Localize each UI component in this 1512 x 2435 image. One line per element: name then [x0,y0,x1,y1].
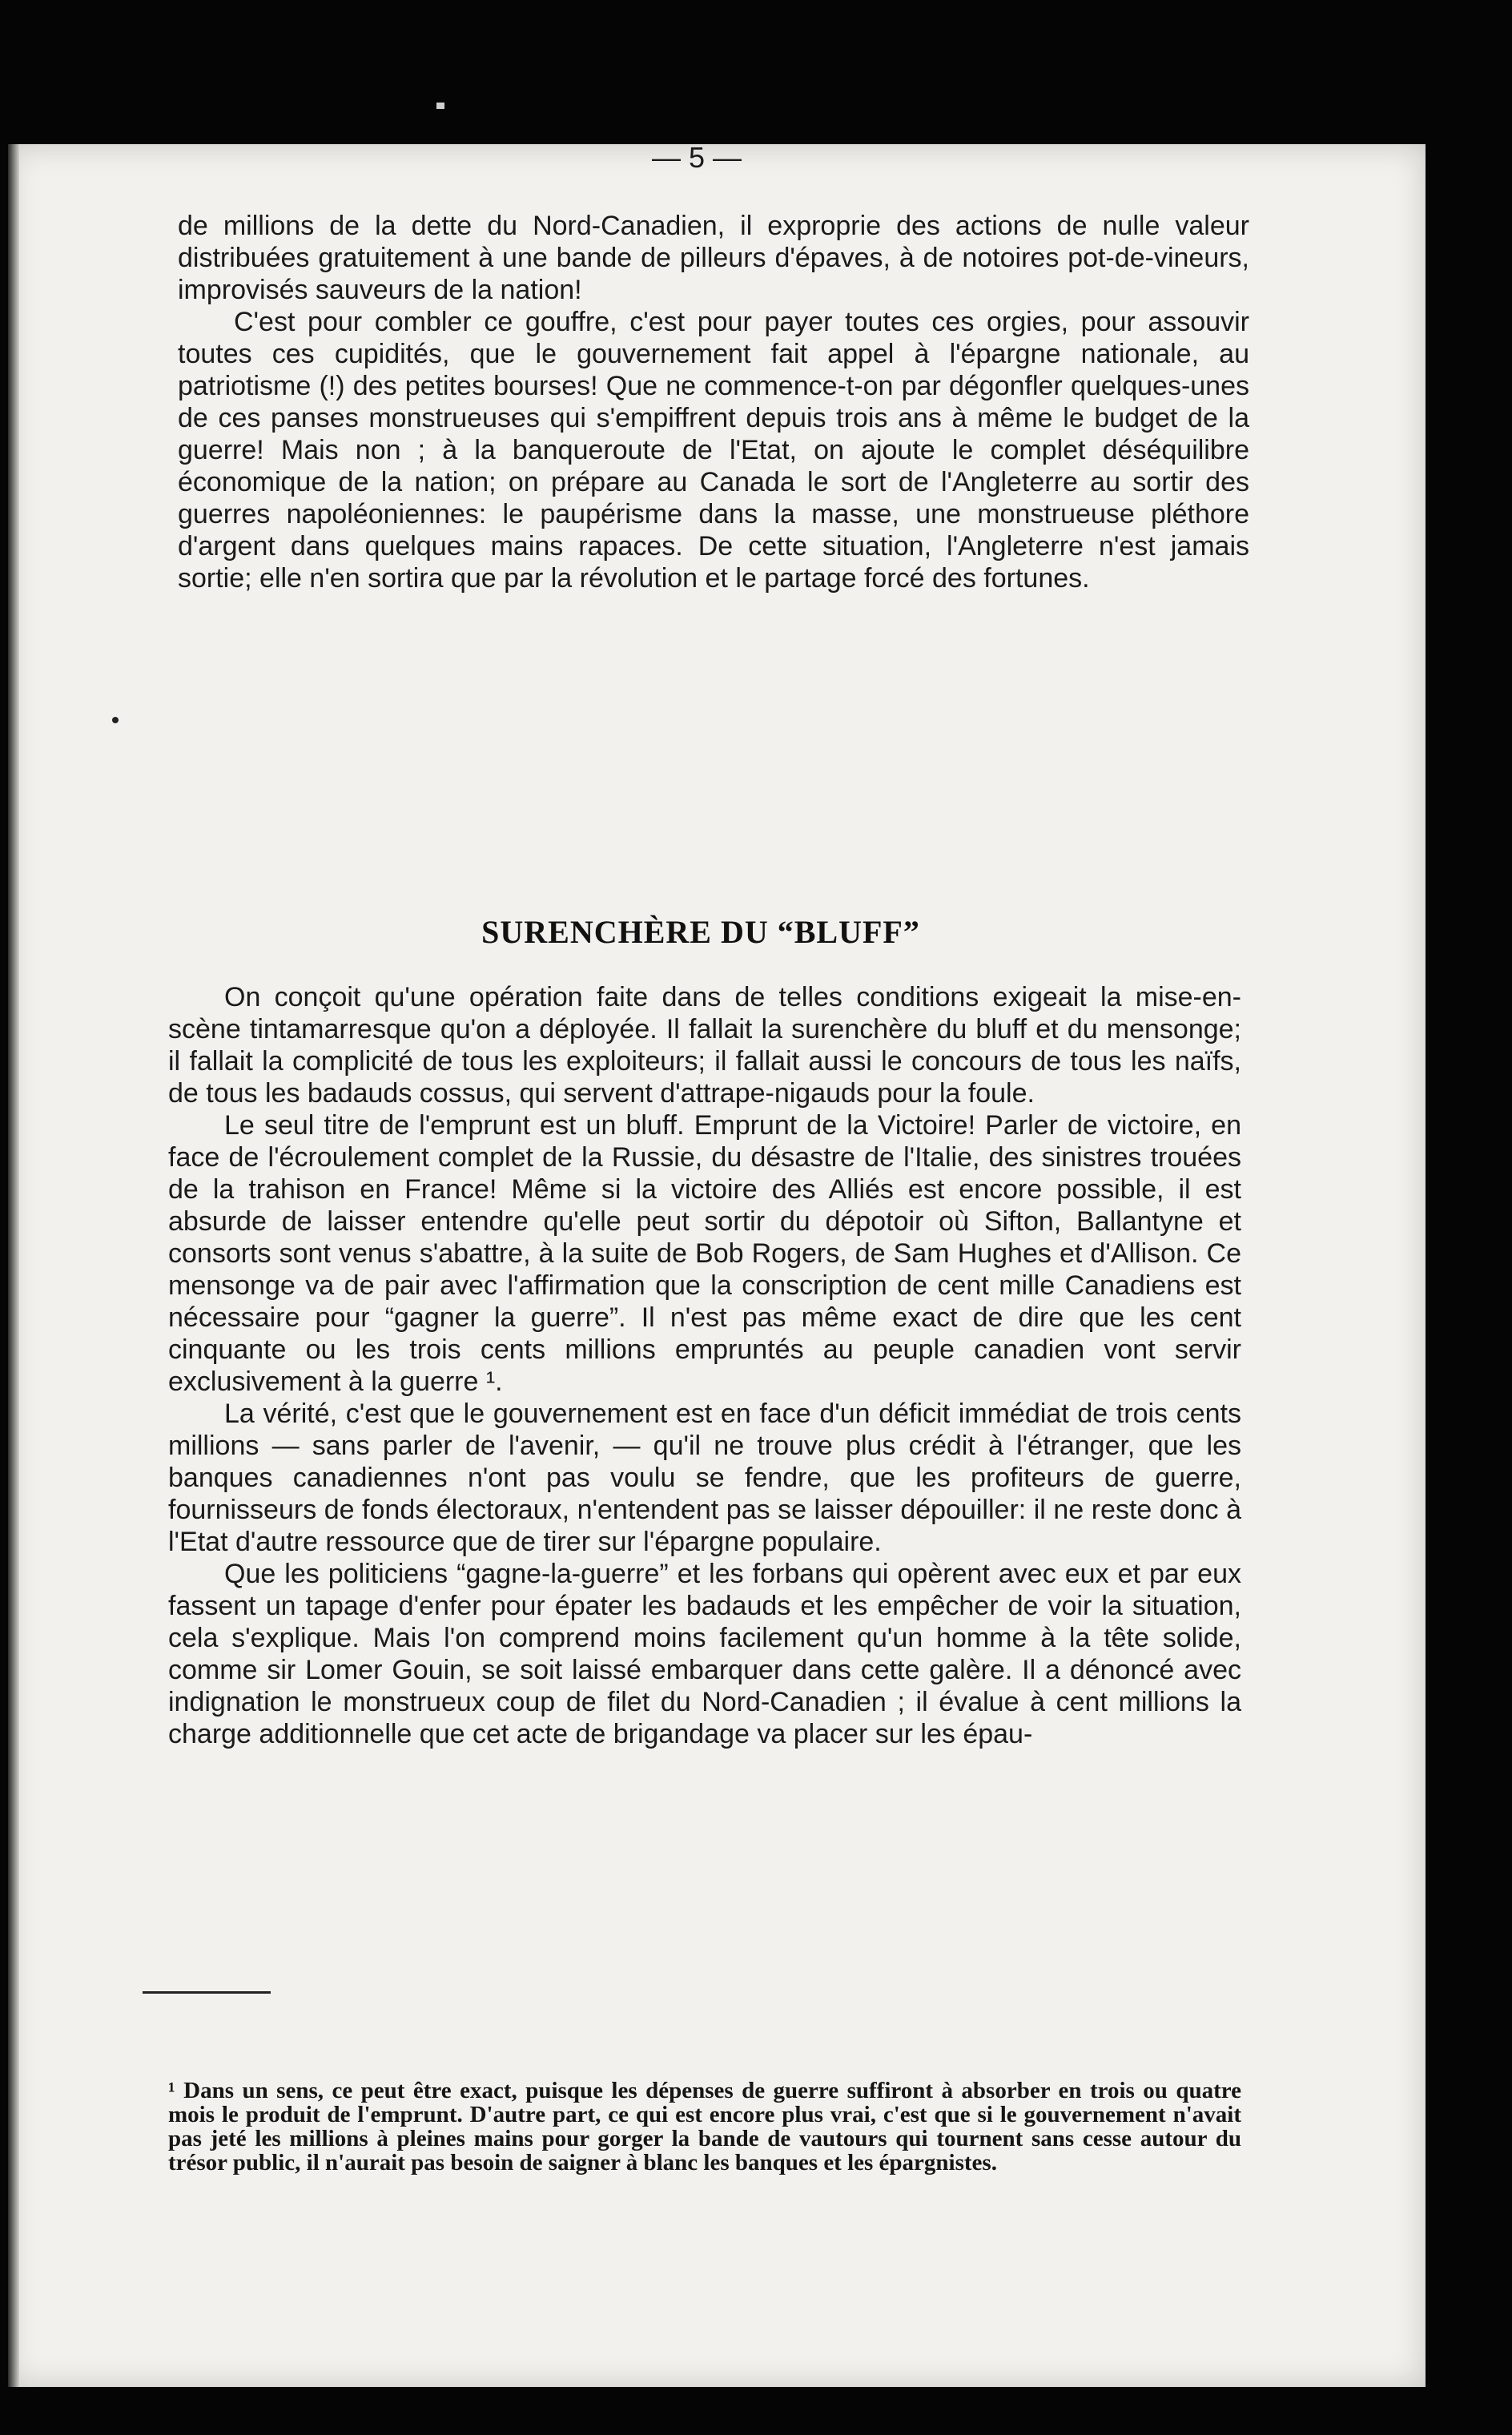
page-number: — 5 — [651,141,742,174]
scan-mark [436,103,444,109]
paragraph: C'est pour combler ce gouffre, c'est pour payer toutes ces orgies, pour assouvir toutes ces cupidités, que le gouvernement fait appel à l'épargne nationale, au patriotisme (!) des petites bourses! Que ne commence-t-on par dégonfler quelques-unes de ces panses monstrueuses qui s'empiffrent depuis trois ans à même le budget de la guerre! Mais non ; à la banqueroute de l'Etat, on ajoute le complet déséquilibre économique de la nation; on prépare au Canada le sort de l'Angleterre au sortir des guerres napoléoniennes: le paupérisme dans la masse, une monstrueuse pléthore d'argent dans quelques mains rapaces. De cette situation, l'Angleterre n'est jamais sortie; elle n'en sortira que par la révolution et le partage forcé des fortunes. [178,307,1249,594]
paragraph: Le seul titre de l'emprunt est un bluff. Emprunt de la Victoire! Parler de victoire, en face de l'écroulement complet de la Russie, du désastre de l'Italie, des sinistres trouées de la trahison en France! Même si la victoire des Alliés est encore possible, il est absurde de laisser entendre qu'elle peut sortir du dépotoir où Sifton, Ballantyne et consorts sont venus s'abattre, à la suite de Bob Rogers, de Sam Hughes et d'Allison. Ce mensonge va de pair avec l'affirmation que la conscription de cent mille Canadiens est nécessaire pour “gagner la guerre”. Il n'est pas même exact de dire que les cent cinquante ou les trois cents millions empruntés au peuple canadien vont servir exclusivement à la guerre ¹. [168,1110,1241,1397]
footnote-separator [143,1991,271,1994]
main-text-block [168,981,1241,1750]
top-text-block [178,210,1249,594]
footnote: ¹ Dans un sens, ce peut être exact, puisque les dépenses de guerre suffiront à absorber en trois ou quatre mois le produit de l'emprunt. D'autre part, ce qui est encore plus vrai, c'est que si le gouvernement n'avait pas jeté les millions à pleines mains pour gorger la bande de vautours qui tournent sans cesse autour du trésor public, il n'aurait pas besoin de saigner à blanc les banques et les épargnistes. [168,2078,1241,2175]
paragraph: La vérité, c'est que le gouvernement est en face d'un déficit immédiat de trois cents millions — sans parler de l'avenir, — qu'il ne trouve plus crédit à l'étranger, que les banques canadiennes n'ont pas voulu se fendre, que les profiteurs de guerre, fournisseurs de fonds électoraux, n'entendent pas se laisser dépouiller: il ne reste donc à l'Etat d'autre ressource que de tirer sur l'épargne populaire. [168,1399,1241,1557]
section-title: SURENCHÈRE DU “BLUFF” [481,914,920,950]
paragraph: Que les politiciens “gagne-la-guerre” et les forbans qui opèrent avec eux et par eux fassent un tapage d'enfer pour épater les badauds et les empêcher de voir la situation, cela s'explique. Mais l'on comprend moins facilement qu'un homme à la tête solide, comme sir Lomer Gouin, se soit laissé embarquer dans cette galère. Il a dénoncé avec indignation le monstrueux coup de filet du Nord-Canadien ; il évalue à cent millions la charge additionnelle que cet acte de brigandage va placer sur les épau- [168,1559,1241,1749]
paragraph: de millions de la dette du Nord-Canadien, il exproprie des actions de nulle valeur distribuées gratuitement à une bande de pilleurs d'épaves, à de notoires pot-de-vineurs, improvisés sauveurs de la nation! [178,211,1249,305]
margin-dot [112,717,119,723]
page-edge [8,144,19,2387]
paragraph: On conçoit qu'une opération faite dans de telles conditions exigeait la mise-en-scène tintamarresque qu'on a déployée. Il fallait la surenchère du bluff et du mensonge; il fallait la complicité de tous les exploiteurs; il fallait aussi le concours de tous les naïfs, de tous les badauds cossus, qui servent d'attrape-nigauds pour la foule. [168,982,1241,1109]
